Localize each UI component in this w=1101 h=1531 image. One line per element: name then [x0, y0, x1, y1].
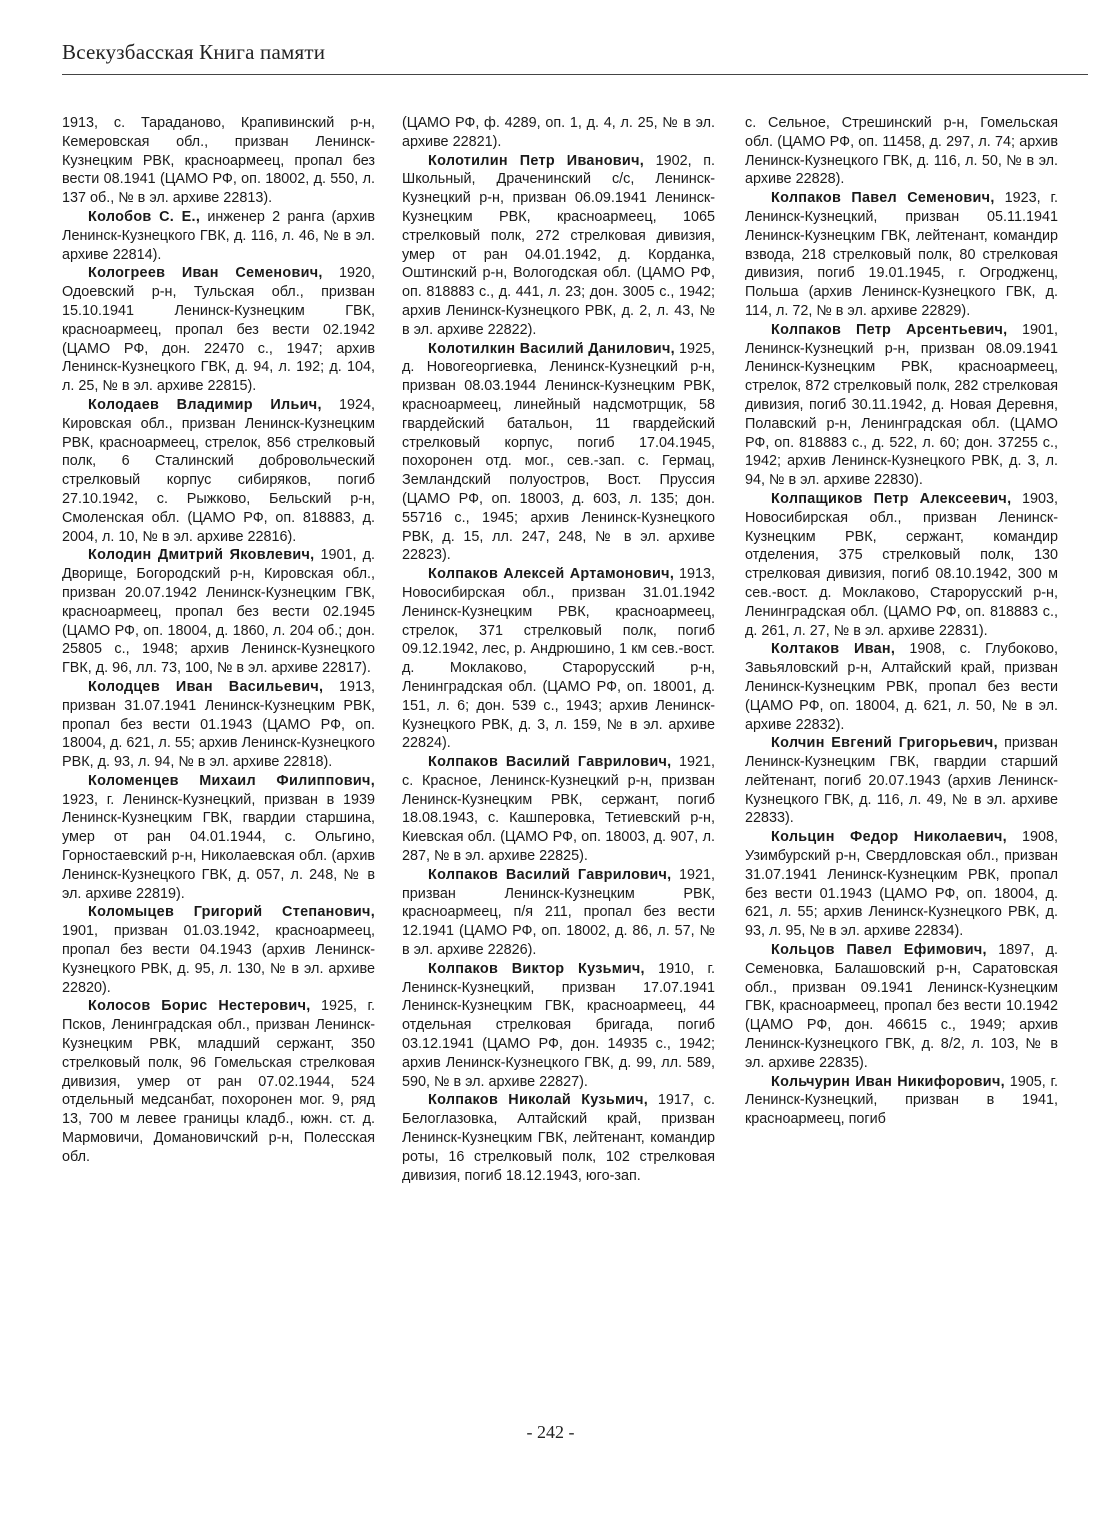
entry-details: 1903, Новосибирская обл., призван Ленинск-Кузнецким РВК, сержант, командир отделения, 375 стрелковый полк, 130 стрелковая дивизия, погиб 08.10.1942, 300 м сев.-вост. д. Моклаково, Старорусский р-н, Ленинградская обл. (ЦАМО РФ, оп. 818883 с., д. 261, л. 27, № в эл. архиве 22831).: [745, 490, 1058, 639]
entry-details: 1913, призван 31.07.1941 Ленинск-Кузнецким РВК, пропал без вести 01.1943 (ЦАМО РФ, оп. 18004, д. 621, л. 55; архив Ленинск-Кузнецкого РВК, д. 93, л. 94, № в эл. архиве 22818).: [62, 678, 376, 771]
entry-name: Колпаков Виктор Кузьмич,: [428, 960, 645, 977]
memorial-entry: [402, 1091, 715, 1185]
entry-name: Кольчурин Иван Никифорович,: [771, 1073, 1005, 1090]
column-2: [402, 114, 715, 1185]
running-head-title: Всекузбасская Книга памяти: [62, 40, 326, 64]
memorial-entry: [62, 208, 375, 264]
entry-name: Колотилин Петр Иванович,: [428, 152, 645, 169]
entry-name: Колпащиков Петр Алексеевич,: [771, 490, 1012, 507]
memorial-entry: [62, 264, 375, 396]
memorial-entry: [745, 1073, 1058, 1129]
entry-details: 1921, призван Ленинск-Кузнецким РВК, красноармеец, п/я 211, пропал без вести 12.1941 (ЦАМО РФ, оп. 18002, д. 86, л. 57, № в эл. архиве 22826).: [402, 866, 715, 959]
entry-details: 1897, д. Семеновка, Балашовский р-н, Саратовская обл., призван 09.1941 Ленинск-Кузнецким ГВК, красноармеец, пропал без вести 10.1942 (ЦАМО РФ, дон. 46615 с., 1949; архив Ленинск-Кузнецкого ГВК, д. 8/2, л. 103, № в эл. архиве 22835).: [745, 942, 1058, 1071]
column-3: [745, 114, 1058, 1129]
entry-name: Колпаков Павел Семенович,: [771, 190, 995, 207]
entry-details: 1925, д. Новогеоргиевка, Ленинск-Кузнецкий р-н, призван 08.03.1944 Ленинск-Кузнецким РВК, красноармеец, линейный надсмотрщик, 58 гвардейский батальон, 11 гвардейский стрелковый корпус, погиб 17.04.1945, похоронен отд. мог., сев.-зап. с. Гермац, Земландский полуостров, Вост. Пруссия (ЦАМО РФ, оп. 18003, д. 603, л. 135; дон. 55716 с., 1945; архив Ленинск-Кузнецкого РВК, д. 15, лл. 247, 248, № в эл. архиве 22823).: [402, 340, 715, 564]
entry-details: 1908, Узимбурский р-н, Свердловская обл., призван 31.07.1941 Ленинск-Кузнецким РВК, пропал без вести 01.1943 (ЦАМО РФ, оп. 18004, д. 621, л. 55; архив Ленинск-Кузнецкого РВК, д. 93, л. 95, № в эл. архиве 22834).: [745, 829, 1058, 940]
entry-details: 1910, г. Ленинск-Кузнецкий, призван 17.07.1941 Ленинск-Кузнецким ГВК, красноармеец, 44 отдельная стрелковая бригада, погиб 03.12.1941 (ЦАМО РФ, дон. 14935 с., 1942; архив Ленинск-Кузнецкого ГВК, д. 99, лл. 589, 590, № в эл. архиве 22827).: [402, 960, 715, 1090]
entry-details: 1923, г. Ленинск-Кузнецкий, призван в 1939 Ленинск-Кузнецким ГВК, гвардии старшина, умер от ран 04.01.1944, с. Ольгино, Горностаевский р-н, Николаевская обл. (архив Ленинск-Кузнецкого ГВК, д. 057, л. 248, № в эл. архиве 22819).: [62, 791, 375, 902]
entry-name: Кологреев Иван Семенович,: [88, 265, 323, 282]
entry-details: 1923, г. Ленинск-Кузнецкий, призван 05.11.1941 Ленинск-Кузнецким ГВК, лейтенант, командир взвода, 218 стрелковый полк, 80 стрелковая дивизия, погиб 19.01.1945, г. Огродженц, Польша (архив Ленинск-Кузнецкого ГВК, д. 114, л. 72, № в эл. архиве 22829).: [745, 190, 1059, 319]
entry-details: 1925, г. Псков, Ленинградская обл., призван Ленинск-Кузнецким РВК, младший сержант, 350 стрелковый полк, 96 Гомельская стрелковая дивизия, умер от ран 07.02.1944, 524 отдельный медсанбат, похоронен мог. 9, ряд 13, 700 м левее границы кладб., южн. ст. д. Мармовичи, Домановичский р-н, Полесская обл.: [62, 998, 375, 1165]
memorial-entry: [745, 640, 1058, 734]
entry-details: инженер 2 ранга (архив Ленинск-Кузнецкого ГВК, д. 116, л. 46, № в эл. архиве 22814).: [62, 208, 375, 263]
entry-name: Колодин Дмитрий Яковлевич,: [88, 547, 315, 564]
entry-name: Колпаков Петр Арсентьевич,: [771, 321, 1008, 338]
column-1: [62, 114, 375, 1167]
entry-name: Колпаков Алексей Артамонович,: [428, 566, 675, 583]
memorial-entry: [62, 114, 375, 208]
entry-name: Колобов С. Е.,: [88, 208, 201, 225]
page-number: - 242 -: [526, 1422, 575, 1442]
header-rule: [62, 74, 1088, 75]
memorial-entry: [745, 490, 1058, 640]
entry-name: Колодцев Иван Васильевич,: [88, 678, 324, 695]
entry-name: Колпаков Василий Гаврилович,: [428, 866, 672, 883]
memorial-entry: [402, 152, 715, 340]
entry-name: Колпаков Николай Кузьмич,: [428, 1092, 649, 1109]
memorial-entry: [62, 546, 375, 678]
entry-details: (ЦАМО РФ, ф. 4289, оп. 1, д. 4, л. 25, № в эл. архиве 22821).: [402, 115, 715, 150]
entry-details: 1913, с. Тараданово, Крапивинский р-н, Кемеровская обл., призван Ленинск-Кузнецким РВК, красноармеец, пропал без вести 08.1941 (ЦАМО РФ, оп. 18002, д. 550, л. 137 об., № в эл. архиве 22813).: [62, 115, 375, 207]
entry-name: Кольцин Федор Николаевич,: [771, 829, 1007, 846]
memorial-entry: [745, 941, 1058, 1073]
entry-details: 1924, Кировская обл., призван Ленинск-Кузнецким РВК, красноармеец, стрелок, 856 стрелковый полк, 6 Сталинский добровольческий стрелковый корпус сибиряков, погиб 27.10.1942, с. Рыжково, Бельский р-н, Смоленская обл. (ЦАМО РФ, оп. 818883, д. 2004, л. 10, № в эл. архиве 22816).: [62, 396, 375, 545]
entry-name: Кольцов Павел Ефимович,: [771, 942, 987, 959]
memorial-entry: [402, 340, 715, 566]
entry-details: 1901, Ленинск-Кузнецкий р-н, призван 08.09.1941 Ленинск-Кузнецким РВК, красноармеец, стрелок, 872 стрелковый полк, 282 стрелковая дивизия, погиб 30.11.1942, д. Новая Деревня, Полавский р-н, Ленинградская обл. (ЦАМО РФ, оп. 818883 с., д. 522, л. 60; дон. 37255 с., 1942; архив Ленинск-Кузнецкого РВК, д. 3, л. 94, № в эл. архиве 22830).: [745, 321, 1058, 489]
entry-details: призван Ленинск-Кузнецким ГВК, гвардии старший лейтенант, погиб 20.07.1943 (архив Ленинск-Кузнецкого ГВК, д. 116, л. 49, № в эл. архиве 22833).: [745, 735, 1059, 827]
memorial-entry: [745, 321, 1058, 490]
memorial-entry: [745, 828, 1058, 941]
memorial-entry: [402, 753, 715, 866]
entry-details: 1901, д. Дворище, Богородский р-н, Кировская обл., призван 20.07.1942 Ленинск-Кузнецким ГВК, красноармеец, пропал без вести 02.1945 (ЦАМО РФ, оп. 18004, д. 1860, л. 204 об.; дон. 25805 с., 1948; архив Ленинск-Кузнецкого ГВК, д. 96, лл. 73, 100, № в эл. архиве 22817).: [62, 547, 375, 677]
entry-details: 1908, с. Глубоково, Завьяловский р-н, Алтайский край, призван Ленинск-Кузнецким РВК, пропал без вести (ЦАМО РФ, оп. 18004, д. 621, л. 50, № в эл. архиве 22832).: [745, 641, 1058, 733]
entry-name: Колтаков Иван,: [771, 641, 896, 658]
entry-details: 1920, Одоевский р-н, Тульская обл., призван 15.10.1941 Ленинск-Кузнецким ГВК, красноармеец, пропал без вести 02.1942 (ЦАМО РФ, дон. 22470 с., 1947; архив Ленинск-Кузнецкого ГВК, д. 94, л. 192; д. 104, л. 25, № в эл. архиве 22815).: [62, 265, 375, 395]
entry-details: 1917, с. Белоглазовка, Алтайский край, призван Ленинск-Кузнецким ГВК, лейтенант, командир роты, 16 стрелковый полк, 102 стрелковая дивизия, погиб 18.12.1943, юго-зап.: [402, 1092, 715, 1184]
memorial-entry: [62, 997, 375, 1166]
entry-details: 1905, г. Ленинск-Кузнецкий, призван в 1941, красноармеец, погиб: [745, 1073, 1058, 1128]
entry-details: 1921, с. Красное, Ленинск-Кузнецкий р-н, призван Ленинск-Кузнецким РВК, сержант, погиб 18.08.1943, с. Кашперовка, Тетиевский р-н, Киевская обл. (ЦАМО РФ, оп. 18003, д. 907, л. 287, № в эл. архиве 22825).: [402, 754, 715, 865]
memorial-entry: [745, 734, 1058, 828]
memorial-entry: [402, 114, 715, 152]
memorial-entry: [62, 678, 375, 772]
memorial-entry: [62, 772, 375, 904]
entry-details: с. Сельное, Стрешинский р-н, Гомельская обл. (ЦАМО РФ, оп. 11458, д. 297, л. 74; архив Ленинск-Кузнецкого ГВК, д. 116, л. 50, № в эл. архиве 22828).: [745, 115, 1058, 188]
entry-name: Коломенцев Михаил Филиппович,: [88, 772, 375, 789]
entry-name: Коломыцев Григорий Степанович,: [88, 904, 375, 921]
entry-name: Колпаков Василий Гаврилович,: [428, 754, 672, 771]
memorial-entry: [402, 960, 715, 1092]
memorial-entry: [745, 189, 1058, 321]
entry-name: Колотилкин Василий Данилович,: [428, 340, 675, 357]
memorial-entry: [62, 903, 375, 997]
memorial-entry: [62, 396, 375, 546]
entry-name: Колчин Евгений Григорьевич,: [771, 735, 998, 752]
entry-name: Колодаев Владимир Ильич,: [88, 396, 322, 413]
entry-name: Колосов Борис Нестерович,: [88, 998, 311, 1015]
entry-details: 1901, призван 01.03.1942, красноармеец, пропал без вести 04.1943 (архив Ленинск-Кузнецкого РВК, д. 95, л. 130, № в эл. архиве 22820).: [62, 923, 375, 996]
entry-details: 1913, Новосибирская обл., призван 31.01.1942 Ленинск-Кузнецким РВК, красноармеец, стрелок, 371 стрелковый полк, погиб 09.12.1942, лес, р. Андрюшино, 1 км сев.-вост. д. Моклаково, Старорусский р-н, Ленинградская обл. (ЦАМО РФ, оп. 18001, д. 151, л. 6; дон. 539 с., 1943; архив Ленинск-Кузнецкого РВК, д. 3, л. 159, № в эл. архиве 22824).: [402, 566, 715, 752]
memorial-entry: [402, 866, 715, 960]
memorial-entry: [402, 565, 715, 753]
memorial-entry: [745, 114, 1058, 189]
entry-details: 1902, п. Школьный, Драченинский с/с, Ленинск-Кузнецкий р-н, призван 06.09.1941 Ленинск-Кузнецким РВК, красноармеец, 1065 стрелковый полк, 272 стрелковая дивизия, умер от ран 04.01.1942, д. Корданка, Оштинский р-н, Вологодская обл. (ЦАМО РФ, оп. 818883 с., д. 441, л. 23; дон. 3005 с., 1942; архив Ленинск-Кузнецкого РВК, д. 2, л. 43, № в эл. архиве 22822).: [402, 152, 715, 338]
